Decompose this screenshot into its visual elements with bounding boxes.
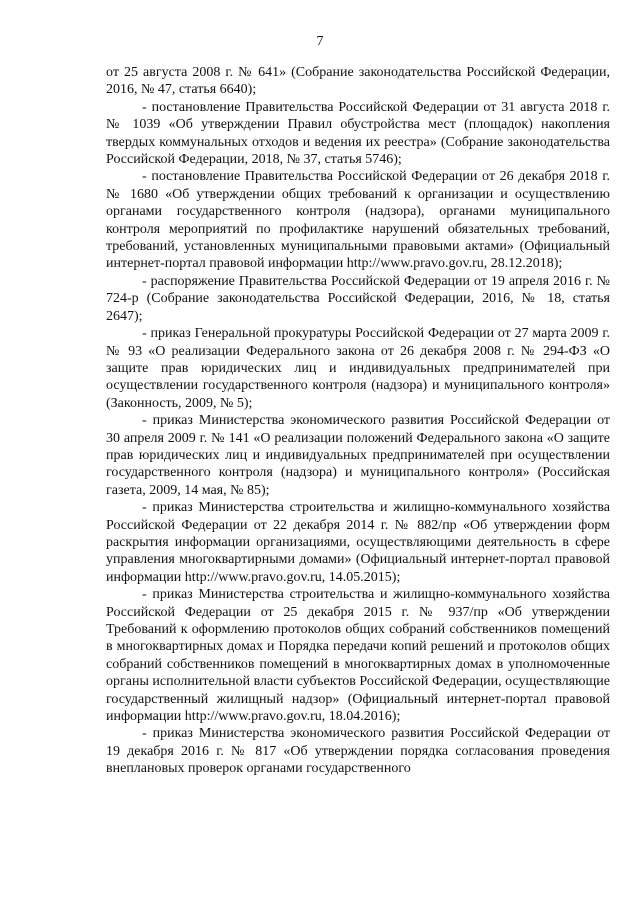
list-item-order-724-r: - распоряжение Правительства Российской Федерации от 19 апреля 2016 г. № 724-р (Собрание законодательства Российской Федерации, 2016, № 18, статья 2647); (106, 273, 610, 324)
list-item-construction-order-937: - приказ Министерства строительства и жилищно-коммунального хозяйства Российской Федерации от 25 декабря 2015 г. № 937/пр «Об утверждении Требований к оформлению протоколов общих собраний собственников помещений в многоквартирных домах и Порядка передачи копий решений и протоколов общих собраний собственников помещений в многоквартирных домах в уполномоченные органы исполнительной власти субъектов Российской Федерации, осуществляющие государственный жилищный надзор» (Официальный интернет-портал правовой информации http://www.pravo.gov.ru, 18.04.2016); (106, 587, 610, 725)
list-item-economy-order-817: - приказ Министерства экономического развития Российской Федерации от 19 декабря 2016 г. № 817 «Об утверждении порядка согласования проведения внеплановых проверок органами государственного (106, 726, 610, 777)
list-item-decree-1039: - постановление Правительства Российской Федерации от 31 августа 2018 г. № 1039 «Об утверждении Правил обустройства мест (площадок) накопления твердых коммунальных отходов и ведения их реестра» (Собрание законодательства Российской Федерации, 2018, № 37, статья 5746); (106, 99, 610, 168)
paragraph-continuation: от 25 августа 2008 г. № 641» (Собрание законодательства Российской Федерации, 2016, № 47, статья 6640); (106, 65, 610, 98)
document-body (106, 64, 610, 778)
list-item-construction-order-882: - приказ Министерства строительства и жилищно-коммунального хозяйства Российской Федерации от 22 декабря 2014 г. № 882/пр «Об утверждении форм раскрытия информации организациями, осуществляющими деятельность в сфере управления многоквартирными домами» (Официальный интернет-портал правовой информации http://www.pravo.gov.ru, 14.05.2015); (106, 500, 610, 585)
page-number: 7 (316, 34, 324, 49)
list-item-decree-1680: - постановление Правительства Российской Федерации от 26 декабря 2018 г. № 1680 «Об утверждении общих требований к организации и осуществлению органами государственного контроля (надзора), органами муниципального контроля мероприятий по профилактике нарушений обязательных требований, требований, установленных муниципальными правовыми актами» (Официальный интернет-портал правовой информации http://www.pravo.gov.ru, 28.12.2018); (106, 169, 610, 272)
list-item-economy-order-141: - приказ Министерства экономического развития Российской Федерации от 30 апреля 2009 г. № 141 «О реализации положений Федерального закона «О защите прав юридических лиц и индивидуальных предпринимателей при осуществлении государственного контроля (надзора) и муниципального контроля» (Российская газета, 2009, 14 мая, № 85); (106, 413, 610, 498)
list-item-prosecutor-order-93: - приказ Генеральной прокуратуры Российской Федерации от 27 марта 2009 г. № 93 «О реализации Федерального закона от 26 декабря 2008 г. № 294-ФЗ «О защите прав юридических лиц и индивидуальных предпринимателей при осуществлении государственного контроля (надзора) и муниципального контроля» (Законность, 2009, № 5); (106, 326, 610, 411)
